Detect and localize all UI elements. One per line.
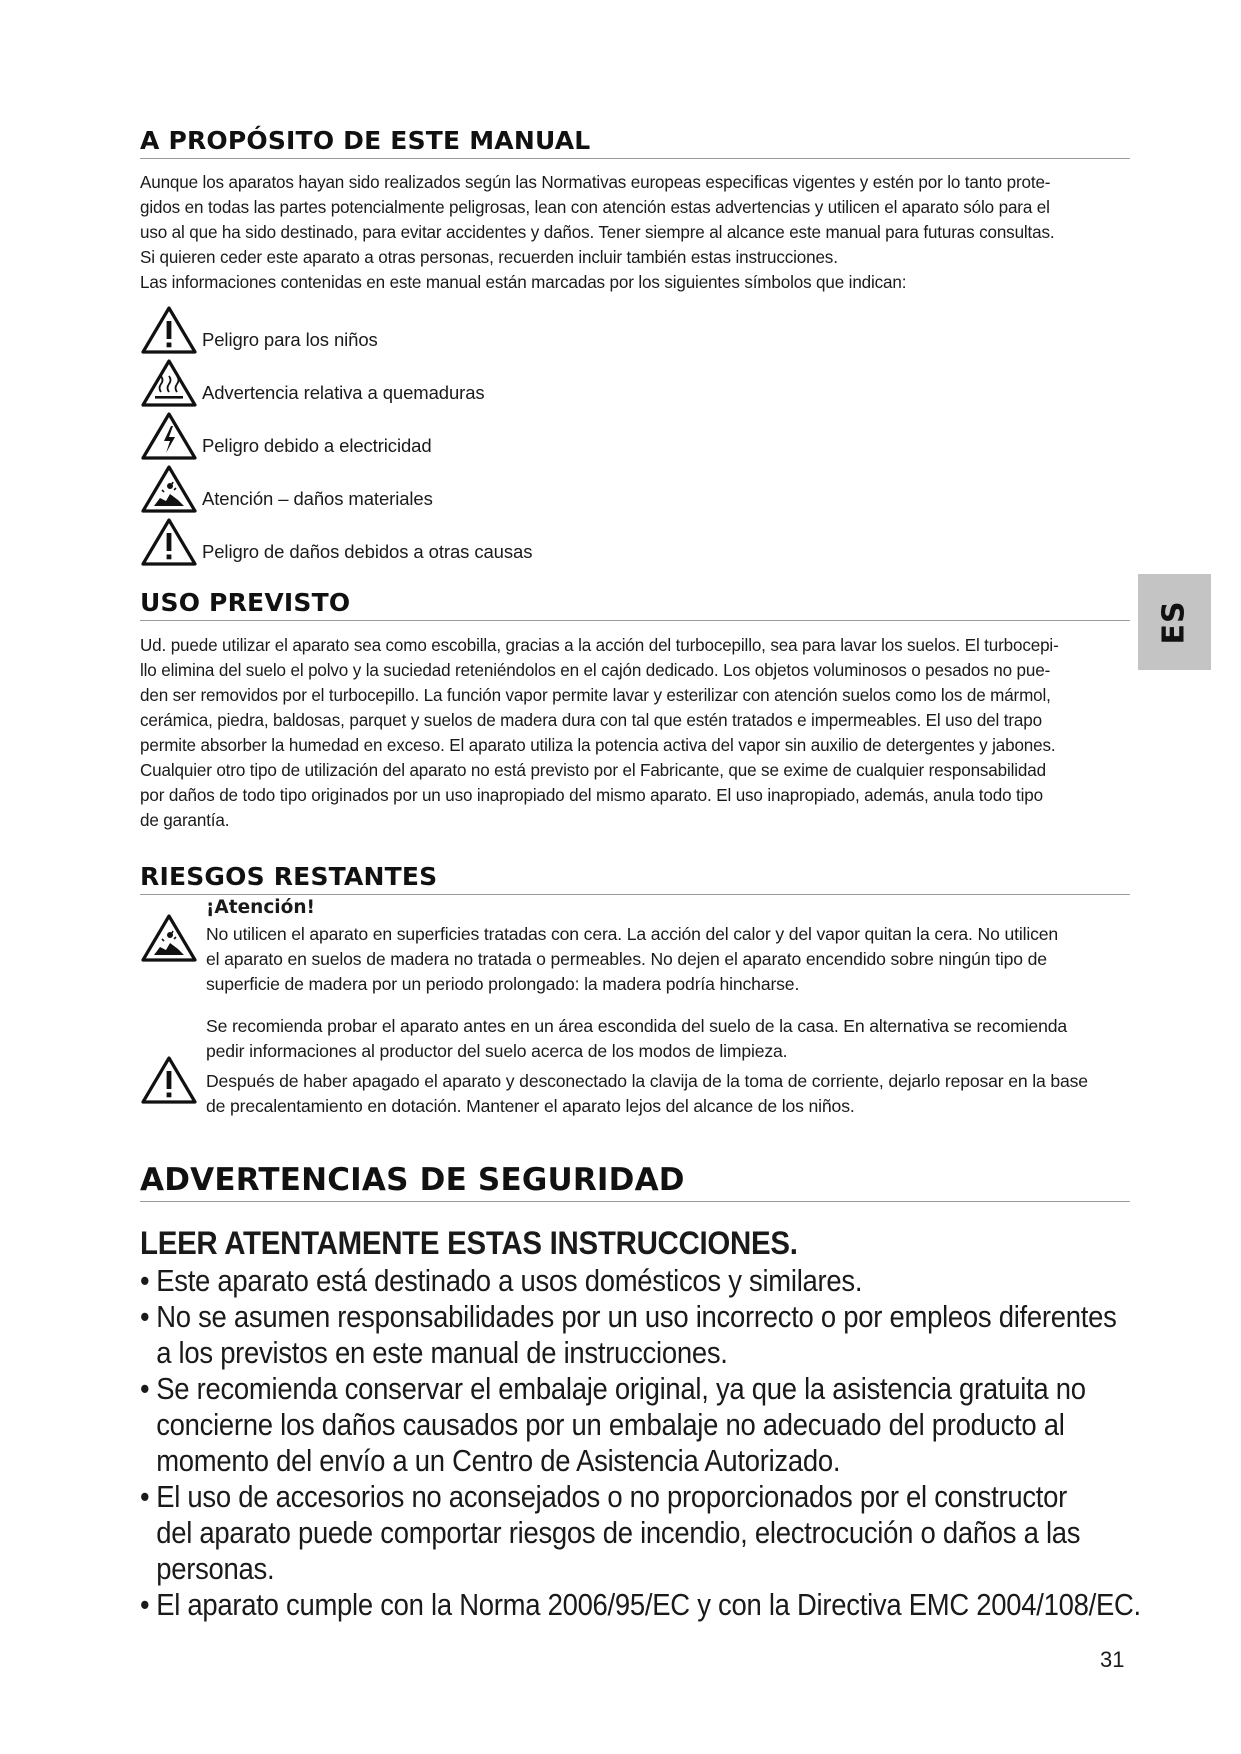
about-manual-title: A PROPÓSITO DE ESTE MANUAL: [140, 126, 1130, 159]
text-line: momento del envío a un Centro de Asistencia Autorizado.: [156, 1444, 841, 1478]
text-line: del aparato puede comportar riesgos de incendio, electrocución o daños a las: [156, 1516, 1081, 1550]
symbol-item: [140, 408, 532, 461]
list-item: [140, 1479, 1164, 1587]
text-line: el aparato en suelos de madera no tratada o permeables. No dejen el aparato encendido sobre ningún tipo de: [206, 949, 1047, 969]
warning-material-damage-icon: [140, 464, 198, 514]
language-code: ES: [1156, 599, 1192, 645]
text-line: gidos en todas las partes potencialmente peligrosas, lean con atención estas advertencias y utilicen el aparato sólo para el: [140, 197, 1050, 217]
symbol-item: [140, 461, 532, 514]
symbol-label: Peligro debido a electricidad: [202, 435, 432, 456]
text-line: Después de haber apagado el aparato y desconectado la clavija de la toma de corriente, dejarlo reposar en la base: [206, 1071, 1088, 1091]
text-line: superficie de madera por un periodo prolongado: la madera podría hincharse.: [206, 974, 800, 994]
text-line: Ud. puede utilizar el aparato sea como escobilla, gracias a la acción del turbocepillo, sea para lavar los suelos. El turbocepi-: [140, 635, 1059, 655]
text-line: de precalentamiento en dotación. Mantener el aparato lejos del alcance de los niños.: [206, 1096, 855, 1116]
list-item: [140, 1587, 1164, 1623]
warning-material-damage-icon: [140, 913, 198, 963]
attention-label: ¡Atención!: [206, 897, 315, 918]
symbol-item: [140, 355, 532, 408]
text-line: • El uso de accesorios no aconsejados o no proporcionados por el constructor: [156, 1480, 1068, 1514]
text-line: • El aparato cumple con la Norma 2006/95/EC y con la Directiva EMC 2004/108/EC.: [156, 1588, 1141, 1622]
text-line: personas.: [156, 1552, 275, 1586]
symbol-label: Atención – daños materiales: [202, 488, 433, 509]
read-instructions-heading: LEER ATENTAMENTE ESTAS INSTRUCCIONES.: [140, 1225, 798, 1261]
text-line: den ser removidos por el turbocepillo. La función vapor permite lavar y esterilizar con atención suelos como los de mármol,: [140, 685, 1051, 705]
text-line: pedir informaciones al productor del suelo acerca de los modos de limpieza.: [206, 1041, 788, 1061]
symbol-legend: [140, 302, 532, 567]
safety-list: [140, 1263, 1150, 1623]
intended-use-text: [140, 633, 1105, 833]
about-manual-text: [140, 170, 1105, 295]
text-line: • Se recomienda conservar el embalaje original, ya que la asistencia gratuita no: [156, 1372, 1086, 1406]
warning-electricity-icon: [140, 411, 198, 461]
symbol-item: [140, 514, 532, 567]
text-line: de garantía.: [140, 810, 230, 830]
text-line: por daños de todo tipo originados por un uso inapropiado del mismo aparato. El uso inapropiado, además, anula todo tipo: [140, 785, 1043, 805]
warning-text-1: [206, 922, 1141, 997]
text-line: No utilicen el aparato en superficies tratadas con cera. La acción del calor y del vapor quitan la cera. No utilicen: [206, 924, 1059, 944]
warning-text-3: [206, 1069, 1141, 1119]
text-line: uso al que ha sido destinado, para evitar accidentes y daños. Tener siempre al alcance este manual para futuras consultas.: [140, 222, 1055, 242]
text-line: Aunque los aparatos hayan sido realizados según las Normativas europeas especificas vigentes y estén por lo tanto prote-: [140, 172, 1051, 192]
language-tab: [1138, 574, 1211, 670]
text-line: a los previstos en este manual de instrucciones.: [156, 1336, 728, 1370]
text-line: concierne los daños causados por un embalaje no adecuado del producto al: [156, 1408, 1065, 1442]
residual-risks-title: RIESGOS RESTANTES: [140, 862, 1130, 895]
symbol-item: [140, 302, 532, 355]
warning-text-2: [206, 1014, 1141, 1064]
text-line: Las informaciones contenidas en este manual están marcadas por los siguientes símbolos que indican:: [140, 272, 907, 292]
text-line: Se recomienda probar el aparato antes en un área escondida del suelo de la casa. En alternativa se recomienda: [206, 1016, 1067, 1036]
list-item: [140, 1371, 1164, 1479]
safety-warnings-title: ADVERTENCIAS DE SEGURIDAD: [140, 1162, 1130, 1202]
text-line: llo elimina del suelo el polvo y la suciedad reteniéndolos en el cajón dedicado. Los objetos voluminosos o pesados no pue-: [140, 660, 1051, 680]
warning-exclamation-icon: [140, 1055, 198, 1105]
text-line: • Este aparato está destinado a usos domésticos y similares.: [156, 1264, 863, 1298]
text-line: permite absorber la humedad en exceso. El aparato utiliza la potencia activa del vapor sin auxilio de detergentes y jabones.: [140, 735, 1056, 755]
symbol-label: Peligro de daños debidos a otras causas: [202, 541, 533, 562]
symbol-label: Advertencia relativa a quemaduras: [202, 382, 485, 403]
text-line: cerámica, piedra, baldosas, parquet y suelos de madera dura con tal que estén tratados e impermeables. El uso del trapo: [140, 710, 1042, 730]
warning-hot-surface-icon: [140, 358, 198, 408]
warning-exclamation-icon: [140, 305, 198, 355]
text-line: • No se asumen responsabilidades por un uso incorrecto o por empleos diferentes: [156, 1300, 1117, 1334]
warning-exclamation-icon: [140, 517, 198, 567]
text-line: Cualquier otro tipo de utilización del aparato no está previsto por el Fabricante, que se exime de cualquier responsabilidad: [140, 760, 1046, 780]
text-line: Si quieren ceder este aparato a otras personas, recuerden incluir también estas instrucciones.: [140, 247, 838, 267]
intended-use-title: USO PREVISTO: [140, 588, 1130, 621]
list-item: [140, 1263, 1164, 1299]
list-item: [140, 1299, 1164, 1371]
page-number: 31: [1100, 1647, 1125, 1672]
symbol-label: Peligro para los niños: [202, 329, 378, 350]
